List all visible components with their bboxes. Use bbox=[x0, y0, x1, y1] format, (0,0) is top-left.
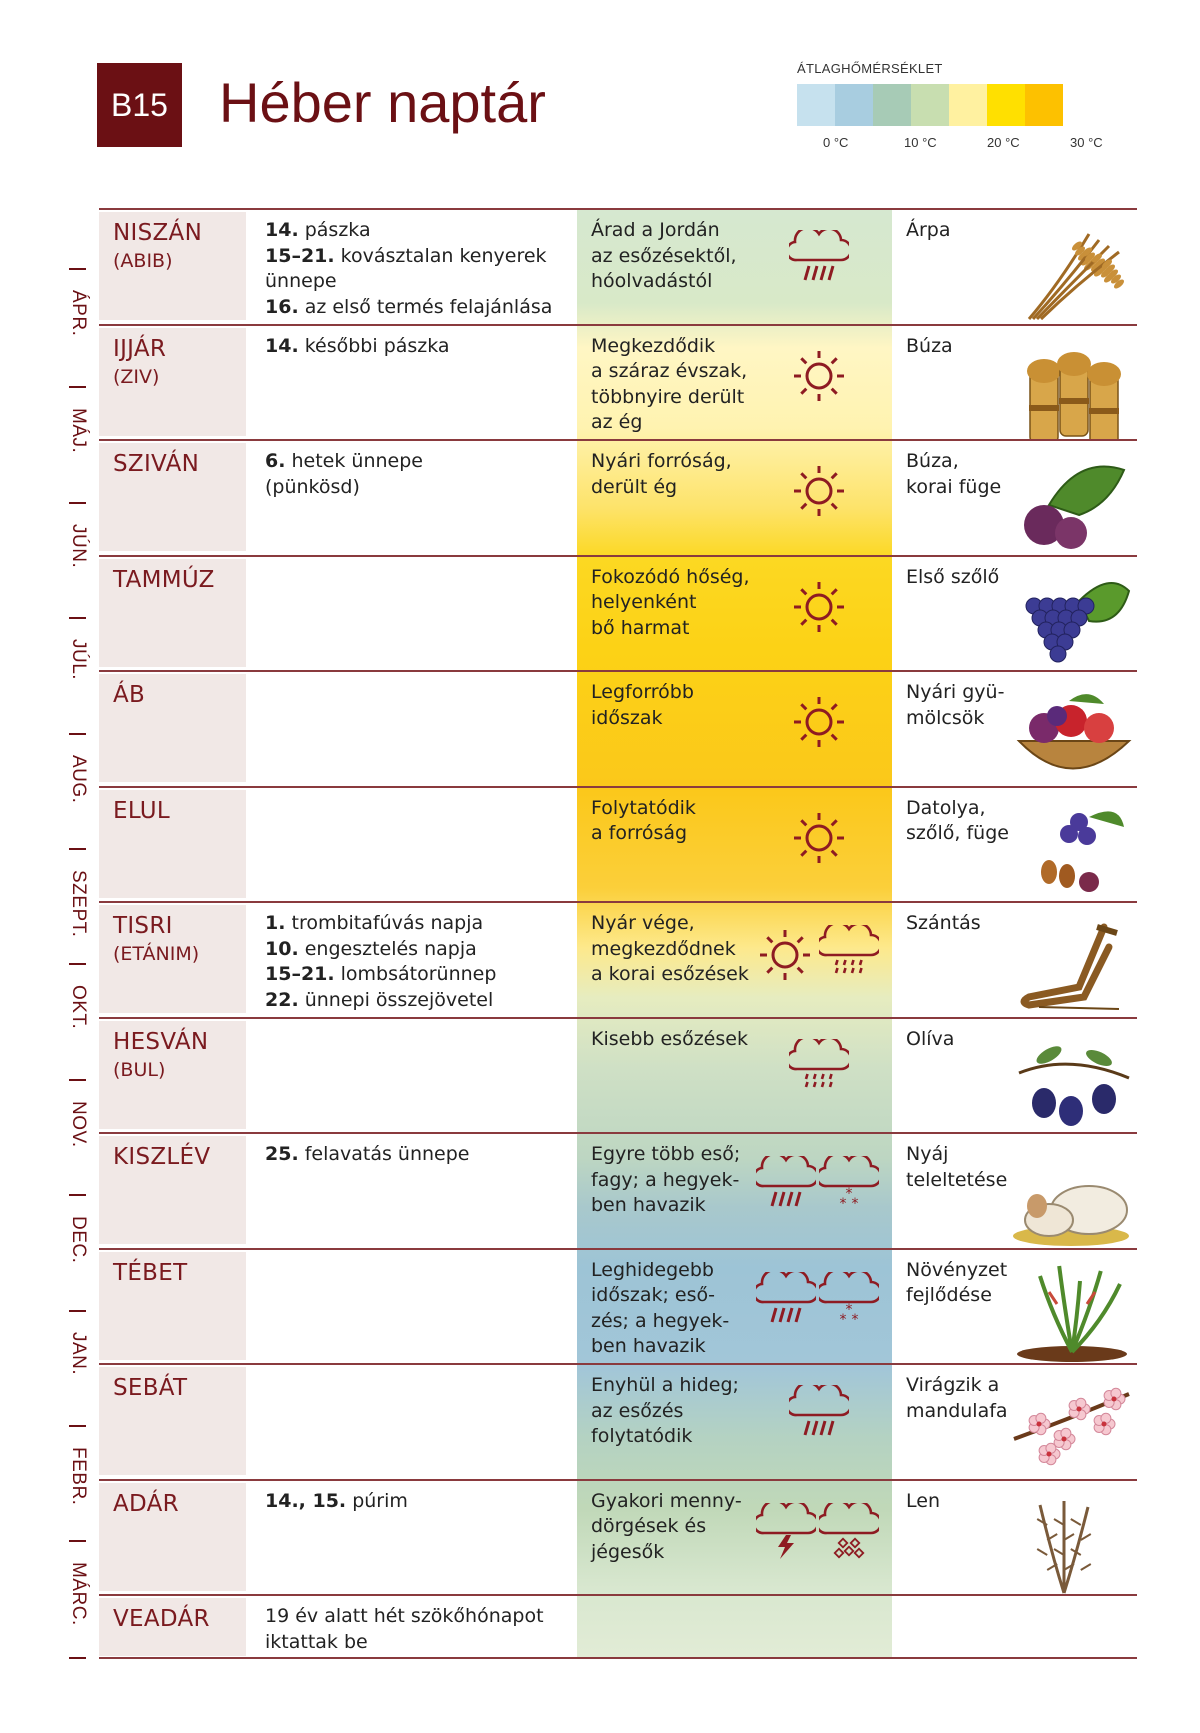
barley-icon bbox=[1009, 224, 1135, 324]
snow-icon bbox=[819, 1272, 879, 1336]
scale-tick bbox=[69, 1540, 86, 1542]
weather-cell bbox=[591, 1142, 781, 1219]
weather-line: megkezdődnek bbox=[591, 937, 736, 960]
weather-line: az esőzés bbox=[591, 1399, 684, 1422]
weather-cell bbox=[591, 1258, 781, 1360]
month-row bbox=[99, 555, 1137, 670]
legend-swatch bbox=[911, 84, 949, 126]
gregorian-month-label: AUG. bbox=[68, 755, 89, 804]
crop-line: fejlődése bbox=[906, 1284, 992, 1306]
weather-cell bbox=[591, 218, 781, 295]
scale-tick bbox=[69, 848, 86, 850]
weather-line: Fokozódó hőség, bbox=[591, 565, 750, 588]
weather-line: hóolvadástól bbox=[591, 270, 713, 292]
crop-cell bbox=[906, 1489, 940, 1515]
crop-line: mandulafa bbox=[906, 1399, 1008, 1422]
feast-name: engesztelés napja bbox=[298, 937, 477, 960]
crop-line: Búza, bbox=[906, 450, 959, 472]
scale-tick bbox=[69, 1425, 86, 1427]
scale-tick bbox=[69, 386, 86, 388]
legend-title: ÁTLAGHŐMÉRSÉKLET bbox=[797, 61, 943, 76]
feasts-cell bbox=[265, 1489, 565, 1515]
weather-line: az esőzésektől, bbox=[591, 244, 737, 267]
crop-line: Olíva bbox=[906, 1027, 955, 1050]
svg-text:*: * bbox=[845, 1301, 853, 1318]
weather-cell bbox=[591, 334, 781, 436]
gregorian-month-label: MÁJ. bbox=[68, 408, 89, 454]
feast-date: 14. bbox=[265, 334, 299, 357]
weather-line: Enyhül a hideg; bbox=[591, 1374, 739, 1396]
svg-text:*: * bbox=[839, 1196, 847, 1212]
svg-text:*: * bbox=[839, 1311, 847, 1328]
feast-line bbox=[265, 988, 565, 1014]
legend-label: 30 °C bbox=[1070, 135, 1103, 150]
row-divider bbox=[99, 1017, 1137, 1019]
hebrew-month-name: VEADÁR bbox=[113, 1606, 210, 1632]
row-divider bbox=[99, 439, 1137, 441]
olive-icon bbox=[1009, 1033, 1135, 1133]
snow-icon bbox=[819, 1156, 879, 1220]
gregorian-month-label: JÚN. bbox=[68, 524, 89, 569]
feast-date: 14., 15. bbox=[265, 1489, 347, 1512]
weather-line: a korai esőzések bbox=[591, 963, 749, 985]
hebrew-month-name: IJJÁR bbox=[113, 335, 167, 362]
weather-cell bbox=[591, 911, 781, 988]
crop-cell bbox=[906, 1258, 1007, 1309]
feast-date: 1. bbox=[265, 912, 286, 934]
feast-line bbox=[265, 269, 565, 295]
feast-name: iktattak be bbox=[265, 1630, 368, 1653]
crop-line: Virágzik a bbox=[906, 1374, 1000, 1396]
feast-date: 15–21. bbox=[265, 963, 335, 985]
scale-tick bbox=[69, 502, 86, 504]
feast-date: 25. bbox=[265, 1143, 299, 1165]
sprouting-plant-icon bbox=[1009, 1264, 1135, 1364]
feasts-cell bbox=[265, 334, 565, 360]
weather-line: Gyakori menny- bbox=[591, 1489, 742, 1512]
weather-line: helyenként bbox=[591, 591, 697, 613]
weather-line: Kisebb esőzések bbox=[591, 1027, 748, 1050]
sheep-icon bbox=[1009, 1148, 1135, 1248]
feast-line bbox=[265, 937, 565, 963]
feast-name: felavatás ünnepe bbox=[298, 1143, 470, 1165]
legend-swatch bbox=[1025, 84, 1063, 126]
gregorian-month-label: JÚL. bbox=[68, 639, 89, 681]
hebrew-month-name: ADÁR bbox=[113, 1490, 179, 1517]
hail-icon bbox=[819, 1503, 879, 1567]
month-row bbox=[99, 670, 1137, 785]
weather-line: a száraz évszak, bbox=[591, 360, 748, 382]
legend-label: 0 °C bbox=[823, 135, 849, 150]
crop-line: teleltetése bbox=[906, 1168, 1008, 1191]
weather-cell bbox=[591, 449, 781, 500]
month-row bbox=[99, 208, 1137, 323]
gregorian-month-label: JAN. bbox=[68, 1332, 89, 1376]
weather-line: bő harmat bbox=[591, 616, 690, 639]
scale-tick bbox=[69, 268, 86, 270]
legend-swatch bbox=[949, 84, 987, 126]
hebrew-month-name: SZIVÁN bbox=[113, 451, 200, 477]
feasts-cell bbox=[265, 218, 565, 320]
feast-name: ünnepi összejövetel bbox=[298, 988, 494, 1011]
weather-line: Legforróbb bbox=[591, 681, 694, 703]
rain-icon bbox=[789, 230, 849, 294]
month-row bbox=[99, 1248, 1137, 1363]
gregorian-month-label: ÁPR. bbox=[68, 290, 89, 337]
hebrew-month-name: SEBÁT bbox=[113, 1375, 188, 1401]
crop-line: Datolya, bbox=[906, 796, 986, 819]
scale-tick bbox=[69, 1310, 86, 1312]
feast-name: későbbi pászka bbox=[298, 334, 450, 357]
svg-text:*: * bbox=[845, 1186, 853, 1202]
month-row bbox=[99, 439, 1137, 554]
svg-text:*: * bbox=[851, 1311, 859, 1328]
crop-cell bbox=[906, 218, 951, 244]
gregorian-month-label: DEC. bbox=[68, 1216, 89, 1264]
legend-label: 10 °C bbox=[904, 135, 937, 150]
feast-line bbox=[265, 1142, 565, 1168]
weather-line: időszak bbox=[591, 706, 663, 729]
feast-line bbox=[265, 295, 565, 321]
sun-icon bbox=[789, 346, 849, 410]
feast-line bbox=[265, 218, 565, 244]
fruit-basket-icon bbox=[1009, 686, 1135, 786]
weather-cell bbox=[591, 1489, 781, 1566]
drizzle-icon bbox=[789, 1039, 849, 1103]
legend-label: 20 °C bbox=[987, 135, 1020, 150]
crop-cell bbox=[906, 796, 1009, 847]
dates-icon bbox=[1009, 802, 1135, 902]
legend-swatch bbox=[797, 84, 835, 126]
weather-cell bbox=[591, 1027, 781, 1053]
weather-line: Árad a Jordán bbox=[591, 219, 720, 241]
feast-date: 10. bbox=[265, 937, 299, 960]
crop-cell bbox=[906, 334, 953, 360]
feasts-cell bbox=[265, 1142, 565, 1168]
hebrew-month-name: ELUL bbox=[113, 797, 171, 824]
weather-line: Folytatódik bbox=[591, 796, 696, 819]
feast-name: trombitafúvás napja bbox=[285, 912, 484, 934]
feast-line bbox=[265, 475, 565, 501]
weather-line: Nyár vége, bbox=[591, 912, 695, 934]
feast-line bbox=[265, 1630, 565, 1656]
weather-line: folytatódik bbox=[591, 1425, 693, 1447]
feast-date: 6. bbox=[265, 450, 286, 472]
month-row bbox=[99, 1363, 1137, 1478]
feast-line bbox=[265, 244, 565, 270]
hebrew-month-name: KISZLÉV bbox=[113, 1144, 211, 1170]
weather-cell bbox=[591, 565, 781, 642]
drizzle-icon bbox=[819, 925, 879, 989]
feasts-cell bbox=[265, 1604, 565, 1655]
crop-cell bbox=[906, 1027, 954, 1053]
scale-tick bbox=[69, 733, 86, 735]
hebrew-month-name: TÉBET bbox=[113, 1259, 188, 1286]
crop-line: Len bbox=[906, 1489, 940, 1512]
feast-line bbox=[265, 1489, 565, 1515]
row-divider bbox=[99, 1479, 1137, 1481]
legend-swatch bbox=[987, 84, 1025, 126]
month-row bbox=[99, 1594, 1137, 1658]
wheat-sheaf-icon bbox=[1009, 340, 1135, 440]
weather-line: zés; a hegyek- bbox=[591, 1309, 730, 1332]
gregorian-month-label: SZEPT. bbox=[68, 870, 89, 938]
feast-date: 14. bbox=[265, 219, 299, 241]
feast-name: kovásztalan kenyerek bbox=[334, 244, 547, 267]
feast-line bbox=[265, 449, 565, 475]
feast-name: lombsátorünnep bbox=[334, 963, 497, 985]
month-row bbox=[99, 324, 1137, 439]
alternate-month-name: (ETÁNIM) bbox=[113, 943, 200, 965]
gregorian-month-label: NOV. bbox=[68, 1101, 89, 1148]
rain-icon bbox=[756, 1272, 816, 1336]
sun-icon bbox=[789, 577, 849, 641]
row-divider bbox=[99, 1248, 1137, 1250]
feasts-cell bbox=[265, 449, 565, 500]
crop-line: Nyári gyü- bbox=[906, 681, 1005, 703]
rain-icon bbox=[756, 1156, 816, 1220]
feast-name: púrim bbox=[346, 1489, 408, 1512]
sun-icon bbox=[755, 925, 815, 989]
scale-tick bbox=[69, 617, 86, 619]
feast-line bbox=[265, 334, 565, 360]
feast-name: hetek ünnepe bbox=[285, 450, 423, 472]
almond-blossom-icon bbox=[1009, 1379, 1135, 1479]
alternate-month-name: (ABIB) bbox=[113, 250, 173, 272]
page-title: Héber naptár bbox=[219, 71, 546, 134]
alternate-month-name: (BUL) bbox=[113, 1058, 166, 1081]
feasts-cell bbox=[265, 911, 565, 1013]
crop-line: mölcsök bbox=[906, 706, 985, 729]
crop-line: Nyáj bbox=[906, 1143, 949, 1165]
section-badge: B15 bbox=[97, 63, 182, 147]
weather-line: Megkezdődik bbox=[591, 334, 716, 357]
feast-date: 15–21. bbox=[265, 244, 335, 267]
scale-tick bbox=[69, 1079, 86, 1081]
row-divider bbox=[99, 555, 1137, 557]
feast-name: az első termés felajánlása bbox=[298, 295, 553, 318]
crop-line: Búza bbox=[906, 334, 953, 357]
row-divider bbox=[99, 1594, 1137, 1596]
weather-line: többnyire derült bbox=[591, 385, 745, 408]
hebrew-month-name: NISZÁN bbox=[113, 220, 203, 246]
scale-tick bbox=[69, 1657, 86, 1659]
hebrew-month-name: HESVÁN bbox=[113, 1028, 209, 1055]
rain-icon bbox=[789, 1385, 849, 1449]
weather-line: fagy; a hegyek- bbox=[591, 1168, 740, 1191]
table-bottom-rule bbox=[99, 1657, 1137, 1659]
month-row bbox=[99, 1132, 1137, 1247]
feast-line bbox=[265, 962, 565, 988]
grapes-icon bbox=[1009, 571, 1135, 671]
feast-name: ünnepe bbox=[265, 270, 337, 292]
month-row bbox=[99, 901, 1137, 1016]
feast-date: 16. bbox=[265, 295, 299, 318]
thunder-icon bbox=[756, 1503, 816, 1567]
weather-line: az ég bbox=[591, 411, 643, 433]
weather-line: Nyári forróság, bbox=[591, 450, 732, 472]
hebrew-month-name: TAMMÚZ bbox=[113, 566, 215, 593]
crop-cell bbox=[906, 1373, 1008, 1424]
crop-cell bbox=[906, 449, 1001, 500]
weather-cell bbox=[591, 680, 781, 731]
gregorian-month-label: OKT. bbox=[68, 985, 89, 1030]
crop-line: Növényzet bbox=[906, 1258, 1008, 1281]
row-divider bbox=[99, 1363, 1137, 1365]
row-divider bbox=[99, 1132, 1137, 1134]
svg-text:*: * bbox=[851, 1196, 859, 1212]
crop-line: Első szőlő bbox=[906, 565, 1000, 588]
feast-name: pászka bbox=[298, 219, 371, 241]
sun-icon bbox=[789, 692, 849, 756]
row-divider bbox=[99, 786, 1137, 788]
feast-date: 22. bbox=[265, 988, 299, 1011]
weather-line: jégesők bbox=[591, 1540, 665, 1563]
crop-line: Szántás bbox=[906, 912, 981, 934]
crop-line: szőlő, füge bbox=[906, 822, 1009, 844]
crop-cell bbox=[906, 911, 981, 937]
flax-icon bbox=[1009, 1495, 1135, 1595]
crop-cell bbox=[906, 680, 1004, 731]
weather-line: ben havazik bbox=[591, 1335, 706, 1357]
crop-line: korai füge bbox=[906, 475, 1002, 498]
row-divider bbox=[99, 208, 1137, 210]
gregorian-month-label: MÁRC. bbox=[68, 1562, 89, 1626]
gregorian-month-label: FEBR. bbox=[68, 1447, 89, 1506]
weather-line: időszak; eső- bbox=[591, 1284, 715, 1306]
weather-cell bbox=[591, 1373, 781, 1450]
hebrew-month-name: TISRI bbox=[113, 913, 173, 939]
weather-line: derült ég bbox=[591, 475, 678, 498]
row-divider bbox=[99, 670, 1137, 672]
legend-swatch bbox=[873, 84, 911, 126]
scale-tick bbox=[69, 1194, 86, 1196]
feast-line bbox=[265, 911, 565, 937]
scale-tick bbox=[69, 963, 86, 965]
weather-line: ben havazik bbox=[591, 1194, 706, 1216]
alternate-month-name: (ZIV) bbox=[113, 365, 160, 388]
weather-line: Leghidegebb bbox=[591, 1258, 714, 1281]
feast-line bbox=[265, 1604, 565, 1630]
sun-icon bbox=[789, 808, 849, 872]
row-divider bbox=[99, 901, 1137, 903]
feast-name: 19 év alatt hét szökőhónapot bbox=[265, 1605, 544, 1627]
row-divider bbox=[99, 324, 1137, 326]
weather-line: dörgések és bbox=[591, 1515, 707, 1537]
weather-cell bbox=[591, 796, 781, 847]
weather-line: a forróság bbox=[591, 822, 688, 844]
crop-cell bbox=[906, 1142, 1007, 1193]
crop-cell bbox=[906, 565, 999, 591]
month-row bbox=[99, 1017, 1137, 1132]
legend-swatch bbox=[835, 84, 873, 126]
plow-icon bbox=[1009, 917, 1135, 1017]
month-row bbox=[99, 1479, 1137, 1594]
sun-icon bbox=[789, 461, 849, 525]
weather-line: Egyre több eső; bbox=[591, 1143, 741, 1165]
month-row bbox=[99, 786, 1137, 901]
crop-line: Árpa bbox=[906, 219, 951, 241]
feast-name: (pünkösd) bbox=[265, 475, 360, 498]
fig-icon bbox=[1009, 455, 1135, 555]
hebrew-month-name: ÁB bbox=[113, 682, 146, 708]
